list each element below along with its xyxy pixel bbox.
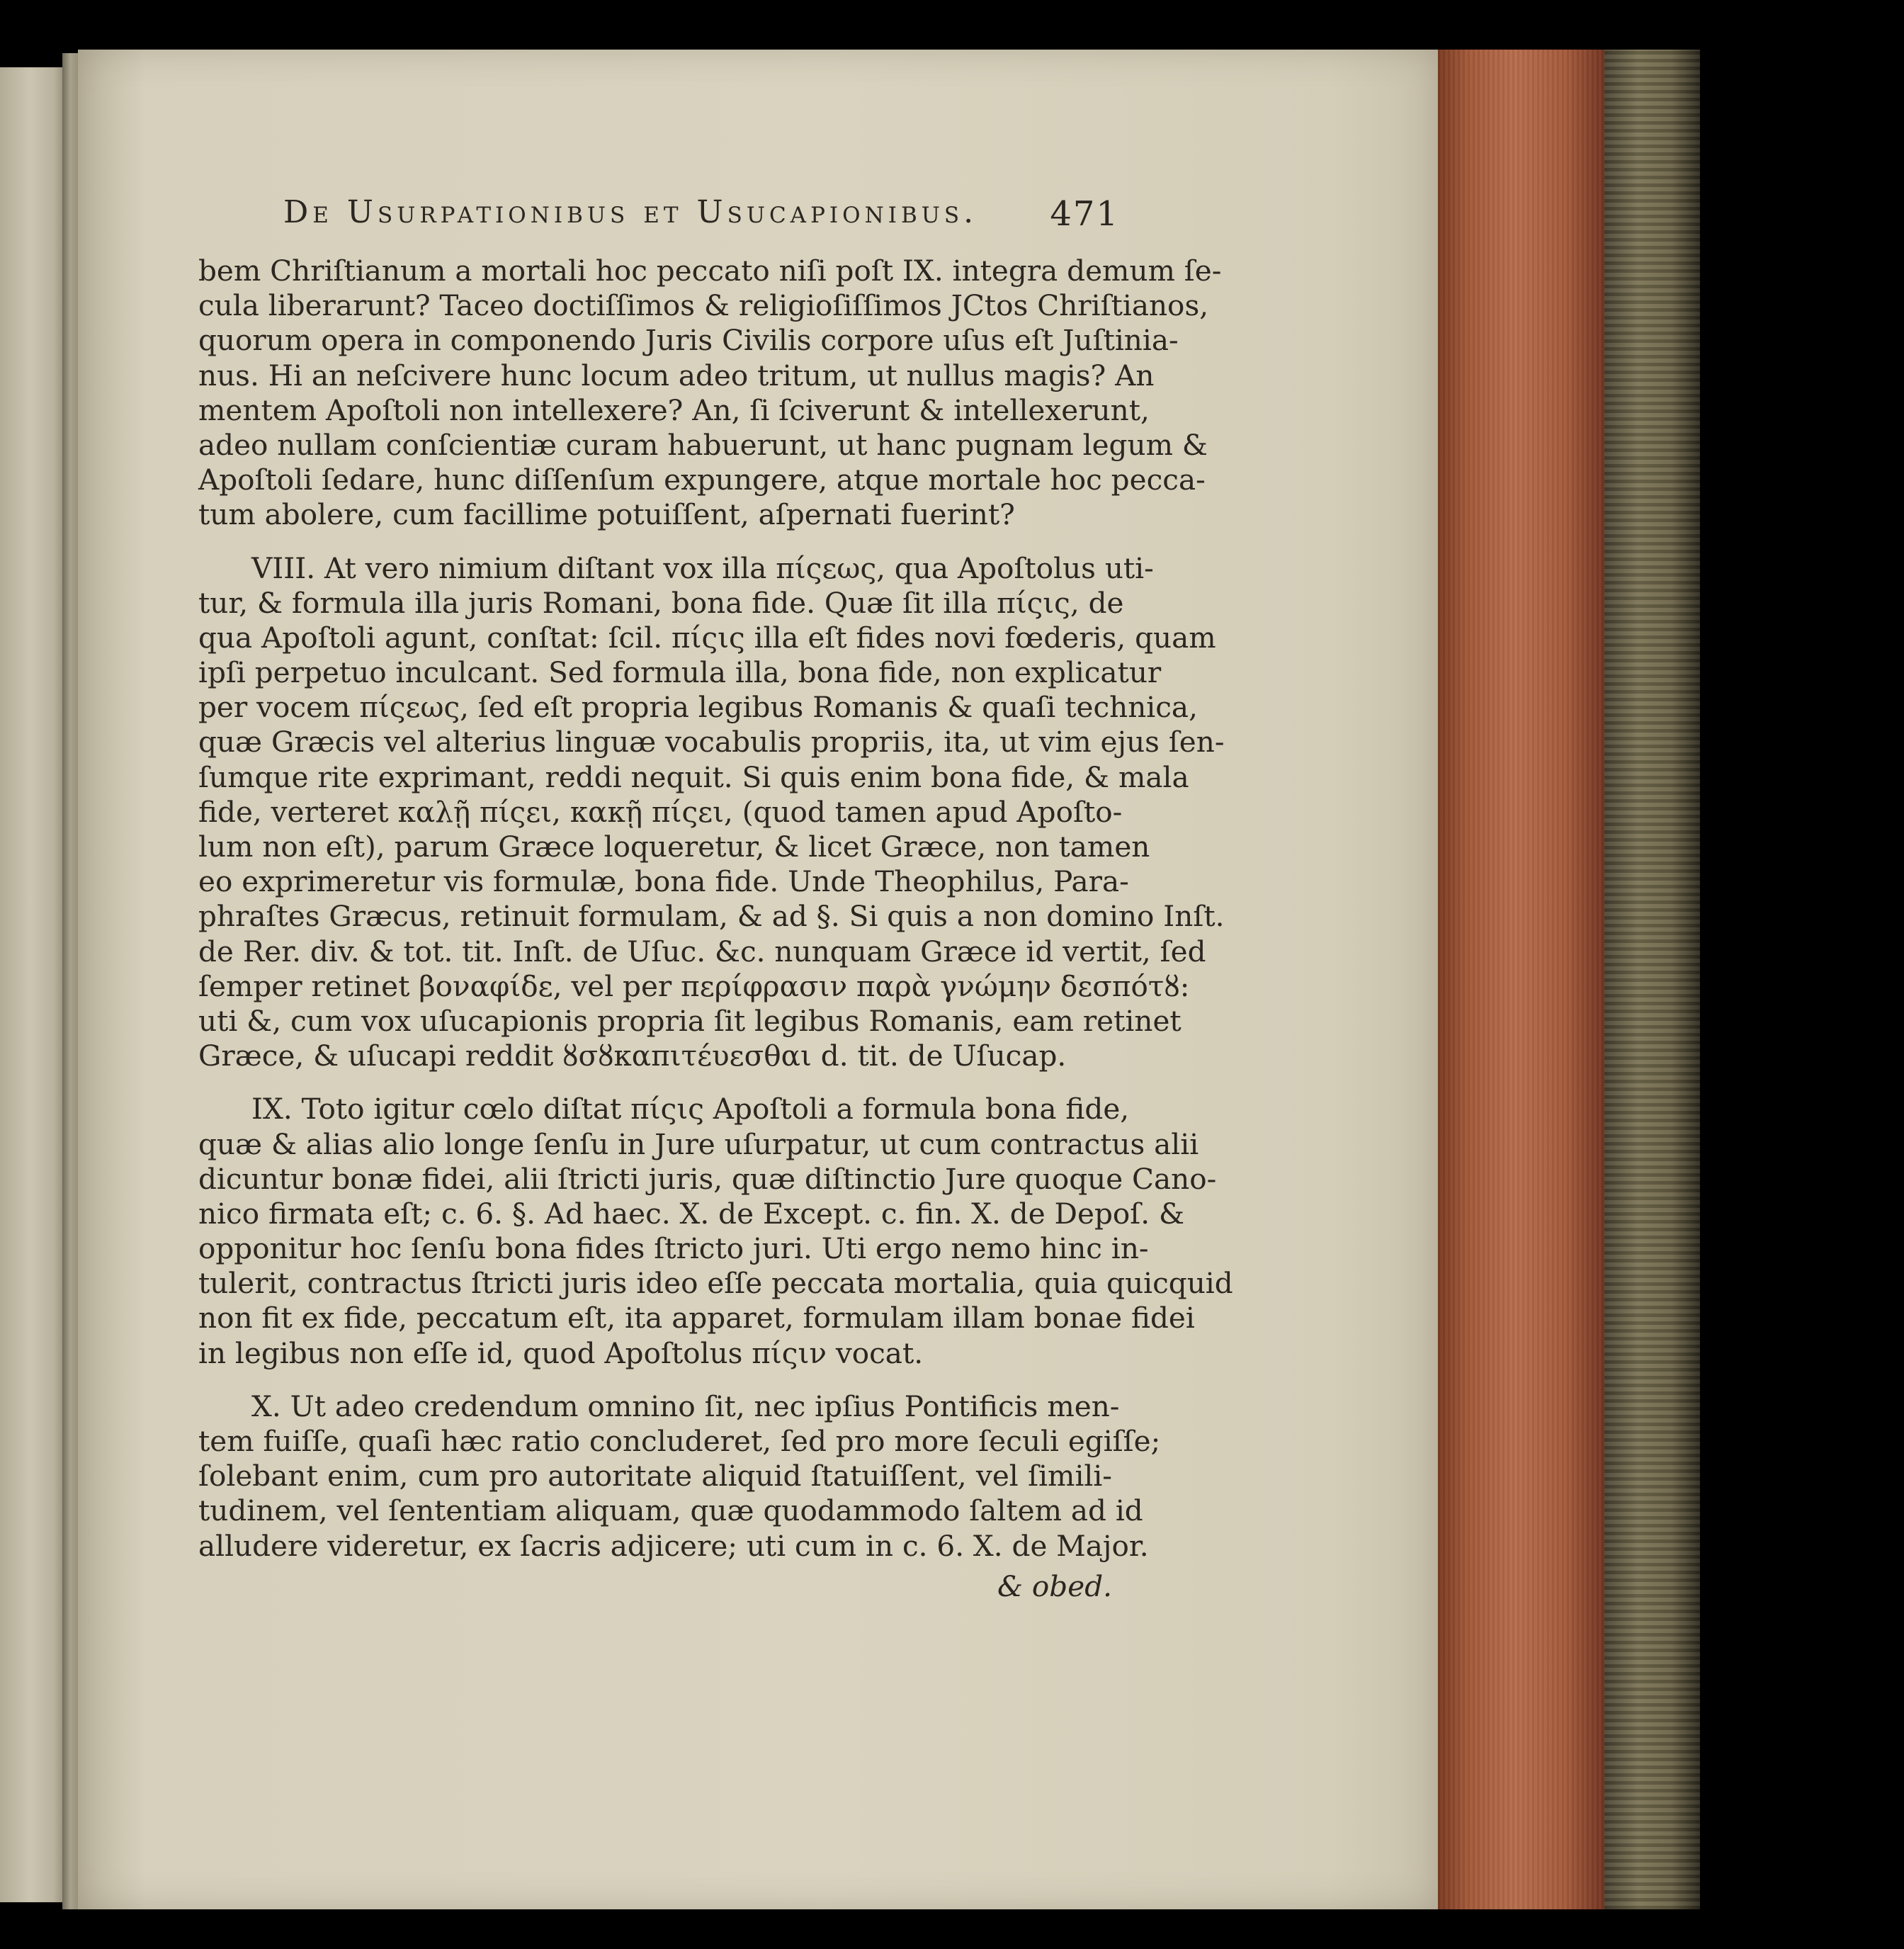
page-number: 471 — [1050, 194, 1119, 234]
text-line: phraſtes Græcus, retinuit formulam, & ad §. Si quis a non domino Inſt. — [198, 899, 1225, 934]
text-line: fide, verteret καλῇ πίςει, κακῇ πίςει, (quod tamen apud Apoſto- — [198, 794, 1123, 829]
text-line: ſumque rite exprimant, reddi nequit. Si quis enim bona fide, & mala — [198, 759, 1189, 794]
text-line: per vocem πίςεως, ſed eſt propria legibus Romanis & quaſi technica, — [198, 690, 1198, 725]
text-line: lum non eſt), parum Græce loqueretur, & licet Græce, non tamen — [198, 830, 1150, 864]
left-page-edge — [0, 67, 67, 1902]
text-line: bem Chriſtianum a mortali hoc peccato niſi poſt IX. integra demum ſe- — [198, 254, 1222, 288]
text-line: ipſi perpetuo inculcant. Sed formula illa, bona fide, non explicatur — [198, 655, 1162, 690]
text-line: qua Apoſtoli agunt, conſtat: ſcil. πίςις illa eſt fides novi fœderis, quam — [198, 620, 1216, 655]
text-line: Græce, & uſucapi reddit ȣσȣκαπιτέυεσθαι d. tit. de Uſucap. — [198, 1039, 1067, 1073]
text-line: quorum opera in componendo Juris Civilis corpore uſus eſt Juſtinia- — [198, 323, 1179, 358]
text-line: X. Ut adeo credendum omnino ſit, nec ipſius Pontificis men- — [251, 1389, 1120, 1423]
paragraph-gap — [198, 533, 1112, 551]
text-line: in legibus non eſſe id, quod Apoſtolus πίςιν vocat. — [198, 1335, 924, 1370]
text-line: tudinem, vel ſententiam aliquam, quæ quodammodo ſaltem ad id — [198, 1493, 1143, 1528]
text-line: dicuntur bonæ fidei, alii ſtricti juris, quæ diſtinctio Jure quoque Cano- — [198, 1161, 1217, 1196]
text-line: Apoſtoli ſedare, hunc diſſenſum expungere, atque mortale hoc pecca- — [198, 463, 1206, 497]
text-line: non fit ex fide, peccatum eſt, ita apparet, formulam illam bonae fidei — [198, 1301, 1195, 1335]
book-cover-board — [1604, 50, 1700, 1909]
text-line: adeo nullam conſcientiæ curam habuerunt, ut hanc pugnam legum & — [198, 427, 1208, 462]
running-head — [283, 194, 1119, 239]
text-line: mentem Apoſtoli non intellexere? An, ſi ſciverunt & intellexerunt, — [198, 392, 1150, 427]
body-text — [198, 254, 1233, 1604]
running-head-title: De Usurpationibus et Usucapionibus. — [283, 194, 978, 230]
text-line: eo exprimeretur vis formulæ, bona fide. Unde Theophilus, Para- — [198, 864, 1129, 899]
text-line: VIII. At vero nimium diſtant vox illa πίςεως, qua Apoſtolus uti- — [251, 550, 1154, 585]
paragraph — [198, 1389, 1161, 1564]
text-line: nus. Hi an neſcivere hunc locum adeo tritum, ut nullus magis? An — [198, 358, 1155, 392]
paragraph — [198, 550, 1225, 1074]
text-line: uti &, cum vox uſucapionis propria ſit legibus Romanis, eam retinet — [198, 1003, 1182, 1038]
text-line: tur, & formula illa juris Romani, bona fide. Quæ ſit illa πίςις, de — [198, 585, 1124, 620]
text-line: IX. Toto igitur cœlo diſtat πίςις Apoſtoli a formula bona fide, — [251, 1092, 1130, 1126]
page-block-edge — [1438, 50, 1608, 1909]
text-line: opponitur hoc ſenſu bona fides ſtricto juri. Uti ergo nemo hinc in- — [198, 1231, 1149, 1266]
text-line: quæ & alias alio longe ſenſu in Jure uſurpatur, ut cum contractus alii — [198, 1126, 1199, 1161]
text-line: de Rer. div. & tot. tit. Inſt. de Uſuc. &c. nunquam Græce id vertit, ſed — [198, 934, 1206, 968]
text-line: alludere videretur, ex ſacris adjicere; uti cum in c. 6. X. de Major. — [198, 1528, 1149, 1563]
text-line: quæ Græcis vel alterius linguæ vocabulis propriis, ita, ut vim ejus ſen- — [198, 725, 1225, 759]
text-line: tum abolere, cum facillime potuiſſent, aſpernati fuerint? — [198, 497, 1015, 532]
text-line: tem fuiſſe, quaſi hæc ratio concluderet, ſed pro more ſeculi egiſſe; — [198, 1424, 1161, 1458]
text-line: nico firmata eſt; c. 6. §. Ad haec. X. de Except. c. fin. X. de Depoſ. & — [198, 1196, 1185, 1231]
paragraph — [198, 254, 1222, 533]
text-line: ſemper retinet βοναφίδε, vel per περίφρασιν παρὰ γνώμην δεσπότȣ: — [198, 968, 1190, 1003]
text-line: ſolebant enim, cum pro autoritate aliquid ſtatuiſſent, vel ſimili- — [198, 1459, 1112, 1493]
paragraph — [198, 1092, 1233, 1371]
text-line: tulerit, contractus ſtricti juris ideo eſſe peccata mortalia, quia quicquid — [198, 1266, 1233, 1301]
paragraph-gap — [198, 1371, 1112, 1389]
text-line: cula liberarunt? Taceo doctiſſimos & religioſiſſimos JCtos Chriſtianos, — [198, 288, 1209, 323]
paragraph-gap — [198, 1073, 1112, 1092]
catchword: & obed. — [997, 1569, 1112, 1603]
